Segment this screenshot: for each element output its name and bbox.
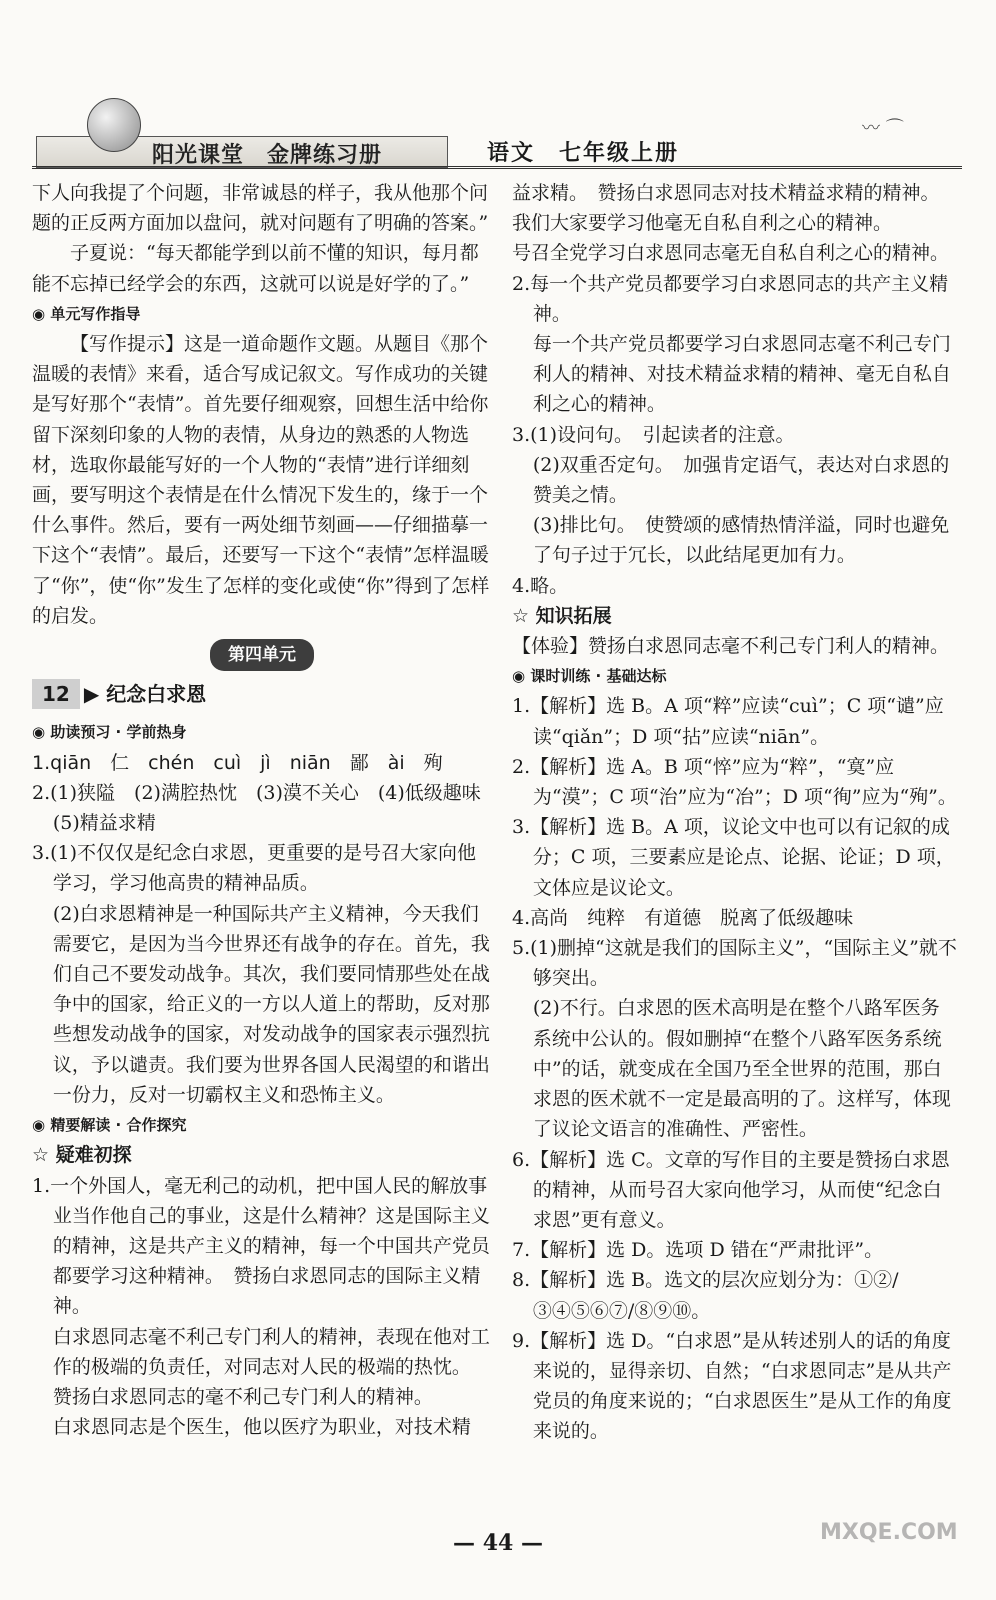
- section-heading-preview: ◉ 助读预习 · 学前热身: [32, 723, 187, 742]
- training-answer-5b: (2)不行。白求恩的医术高明是在整个八路军医务系统中公认的。假如删掉“在整个八路军医务系统中”的话，就变成在全国乃至全世界的范围，那白求恩的医术就不一定是最高明的了。这样写，体现了议论文语言的准确性、严密性。: [532, 997, 951, 1141]
- page-number: — 44 —: [453, 1530, 543, 1556]
- right-answer-9: 4.略。: [512, 574, 569, 597]
- quote-paragraph-1: 下人向我提了个问题，非常诚恳的样子，我从他那个问题的正反两方面加以盘问，就对问题有了明确的答案。”: [32, 182, 489, 235]
- page-header: [32, 98, 962, 170]
- right-answer-1: 益求精。 赞扬白求恩同志对技术精益求精的精神。: [512, 182, 940, 204]
- answer-1: 1.qiān 仁 chén cuì jì niān 鄙 ài 殉: [32, 751, 443, 774]
- section-heading-doubt: ☆ 疑难初探: [32, 1144, 132, 1167]
- right-answer-2: 我们大家要学习他毫无自私自利之心的精神。: [512, 212, 893, 235]
- right-answer-6: 3.(1)设问句。 引起读者的注意。: [512, 423, 795, 446]
- answer-2: 2.(1)狭隘 (2)满腔热忱 (3)漠不关心 (4)低级趣味 (5)精益求精: [32, 781, 500, 835]
- doubt-answer-1c: 赞扬白求恩同志的毫不利己专门利人的精神。: [52, 1385, 433, 1408]
- lesson-title: 12 ▶ 纪念白求恩: [32, 679, 492, 709]
- book-brand: 阳光课堂 金牌练习册: [152, 143, 383, 168]
- training-answer-3: 3.【解析】选 B。A 项，议论文中也可以有记叙的成分；C 项，三要素应是论点、论据、论证；D 项，文体应是议论文。: [512, 816, 955, 899]
- header-divider: [32, 166, 962, 169]
- birds-icon: 〰 ⌒: [862, 118, 904, 139]
- quote-paragraph-2: 子夏说：“每天都能学到以前不懂的知识，每月都能不忘掉已经学会的东西，这就可以说是好学的了。”: [32, 242, 479, 295]
- globe-icon: [87, 98, 141, 152]
- right-answer-8: (3)排比句。 使赞颂的感情热情洋溢，同时也避免了句子过于冗长，以此结尾更加有力。: [532, 514, 950, 567]
- training-answer-5a: 5.(1)删掉“这就是我们的国际主义”，“国际主义”就不够突出。: [512, 937, 957, 990]
- unit-badge: 第四单元: [32, 639, 492, 671]
- watermark: MXQE.COM: [820, 1520, 958, 1545]
- experience-text: 【体验】赞扬白求恩同志毫不利己专门利人的精神。: [512, 635, 950, 658]
- book-subject: 语文 七年级上册: [487, 141, 680, 166]
- answer-3-part-2: (2)白求恩精神是一种国际共产主义精神，今天我们需要它，是因为当今世界还有战争的存在。首先，我们自己不要发动战争。其次，我们要同情那些处在战争中的国家，给正义的一方以人道上的帮助，反对那些想发动战争的国家，对发动战争的国家表示强烈抗议，予以谴责。我们要为世界各国人民渴望的和谐出一份力，反对一切霸权主义和恐怖主义。: [52, 902, 490, 1106]
- answer-3-part-1: 3.(1)不仅仅是纪念白求恩，更重要的是号召大家向他学习，学习他高贵的精神品质。: [32, 842, 477, 895]
- doubt-answer-1b: 白求恩同志毫不利己专门利人的精神，表现在他对工作的极端的负责任，对同志对人民的极端的热忱。: [52, 1325, 490, 1378]
- right-column: [512, 178, 958, 1447]
- training-answer-8: 8.【解析】选 B。选文的层次应划分为：①②/③④⑤⑥⑦/⑧⑨⑩。: [512, 1269, 899, 1322]
- writing-tip: 【写作提示】这是一道命题作文题。从题目《那个温暖的表情》来看，适合写成记叙文。写作成功的关键是写好那个“表情”。首先要仔细观察，回想生活中给你留下深刻印象的人物的表情，从身边的熟悉的人物选材，选取你最能写好的一个人物的“表情”进行详细刻画，要写明这个表情是在什么情况下发生的，缘于一个什么事件。然后，要有一两处细节刻画——仔细描摹一下这个“表情”。最后，还要写一下这个“表情”怎样温暖了“你”，使“你”发生了怎样的变化或使“你”得到了怎样的启发。: [32, 333, 490, 627]
- right-answer-5: 每一个共产党员都要学习白求恩同志毫不利己专门利人的精神、对技术精益求精的精神、毫无自私自利之心的精神。: [532, 333, 951, 416]
- right-answer-7: (2)双重否定句。 加强肯定语气，表达对白求恩的赞美之情。: [532, 453, 950, 507]
- left-column: [32, 178, 500, 1442]
- section-heading-training: ◉ 课时训练 · 基础达标: [512, 667, 667, 686]
- right-answer-4: 2.每一个共产党员都要学习白求恩同志的共产主义精神。: [512, 272, 949, 325]
- training-answer-7: 7.【解析】选 D。选项 D 错在“严肃批评”。: [512, 1239, 884, 1262]
- section-heading-writing: ◉ 单元写作指导: [32, 304, 141, 323]
- section-heading-extension: ☆ 知识拓展: [512, 604, 612, 627]
- training-answer-4: 4.高尚 纯粹 有道德 脱离了低级趣味: [512, 906, 854, 929]
- training-answer-1: 1.【解析】选 B。A 项“粹”应读“cuì”；C 项“谴”应读“qiǎn”；D 项“拈”应读“niān”。: [512, 695, 944, 748]
- doubt-answer-1a: 1.一个外国人，毫无利己的动机，把中国人民的解放事业当作他自己的事业，这是什么精神？这是国际主义的精神，这是共产主义的精神，每一个中国共产党员都要学习这种精神。 赞扬白求恩同志的国际主义精神。: [32, 1174, 490, 1318]
- training-answer-6: 6.【解析】选 C。文章的写作目的主要是赞扬白求恩的精神，从而号召大家向他学习，从而使“纪念白求恩”更有意义。: [512, 1148, 950, 1231]
- doubt-answer-1d: 白求恩同志是个医生，他以医疗为职业，对技术精: [52, 1416, 471, 1439]
- right-answer-3: 号召全党学习白求恩同志毫无自私自利之心的精神。: [512, 242, 950, 265]
- training-answer-9: 9.【解析】选 D。“白求恩”是从转述别人的话的角度来说的，显得亲切、自然；“白求恩同志”是从共产党员的角度来说的；“白求恩医生”是从工作的角度来说的。: [512, 1329, 952, 1443]
- section-heading-explore: ◉ 精要解读 · 合作探究: [32, 1116, 187, 1135]
- training-answer-2: 2.【解析】选 A。B 项“悴”应为“粹”，“寞”应为“漠”；C 项“治”应为“冶”；D 项“徇”应为“殉”。: [512, 755, 957, 809]
